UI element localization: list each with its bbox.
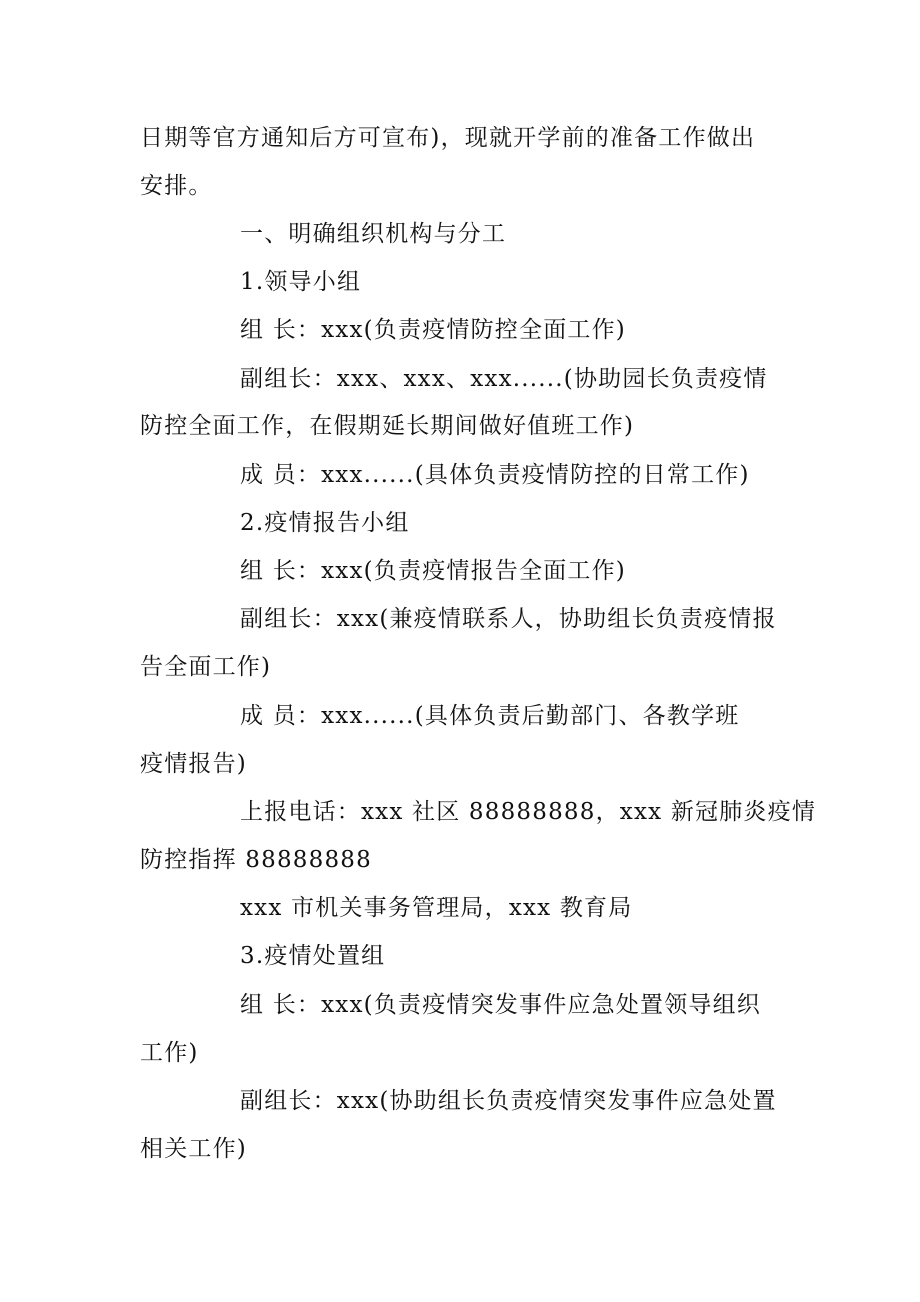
paragraph-line: 成 员：xxx......(具体负责后勤部门、各教学班 <box>240 703 740 729</box>
paragraph-line: 组 长：xxx(负责疫情防控全面工作) <box>240 317 626 343</box>
paragraph-line: 组 长：xxx(负责疫情突发事件应急处置领导组织 <box>240 992 761 1018</box>
section-heading: 一、明确组织机构与分工 <box>240 221 507 247</box>
paragraph-line: 副组长：xxx(协助组长负责疫情突发事件应急处置 <box>240 1088 777 1114</box>
paragraph-line: 副组长：xxx、xxx、xxx......(协助园长负责疫情 <box>240 366 768 392</box>
paragraph-line: 相关工作) <box>140 1136 247 1162</box>
paragraph-line: xxx 市机关事务管理局，xxx 教育局 <box>240 895 633 921</box>
paragraph-line: 告全面工作) <box>140 654 272 680</box>
paragraph-line: 上报电话：xxx 社区 88888888，xxx 新冠肺炎疫情 <box>240 799 817 825</box>
paragraph-line: 安排。 <box>140 173 213 199</box>
paragraph-line: 防控指挥 88888888 <box>140 847 372 873</box>
paragraph-line: 疫情报告) <box>140 751 247 777</box>
paragraph-line: 工作) <box>140 1040 199 1066</box>
paragraph-line: 防控全面工作，在假期延长期间做好值班工作) <box>140 413 635 439</box>
subsection-heading: 2.疫情报告小组 <box>240 510 410 536</box>
subsection-heading: 3.疫情处置组 <box>240 943 386 969</box>
subsection-heading: 1.领导小组 <box>240 269 362 295</box>
paragraph-line: 组 长：xxx(负责疫情报告全面工作) <box>240 558 626 584</box>
paragraph-line: 副组长：xxx(兼疫情联系人，协助组长负责疫情报 <box>240 606 777 632</box>
paragraph-line: 成 员：xxx......(具体负责疫情防控的日常工作) <box>240 462 750 488</box>
paragraph-line: 日期等官方通知后方可宣布)，现就开学前的准备工作做出 <box>140 125 756 151</box>
